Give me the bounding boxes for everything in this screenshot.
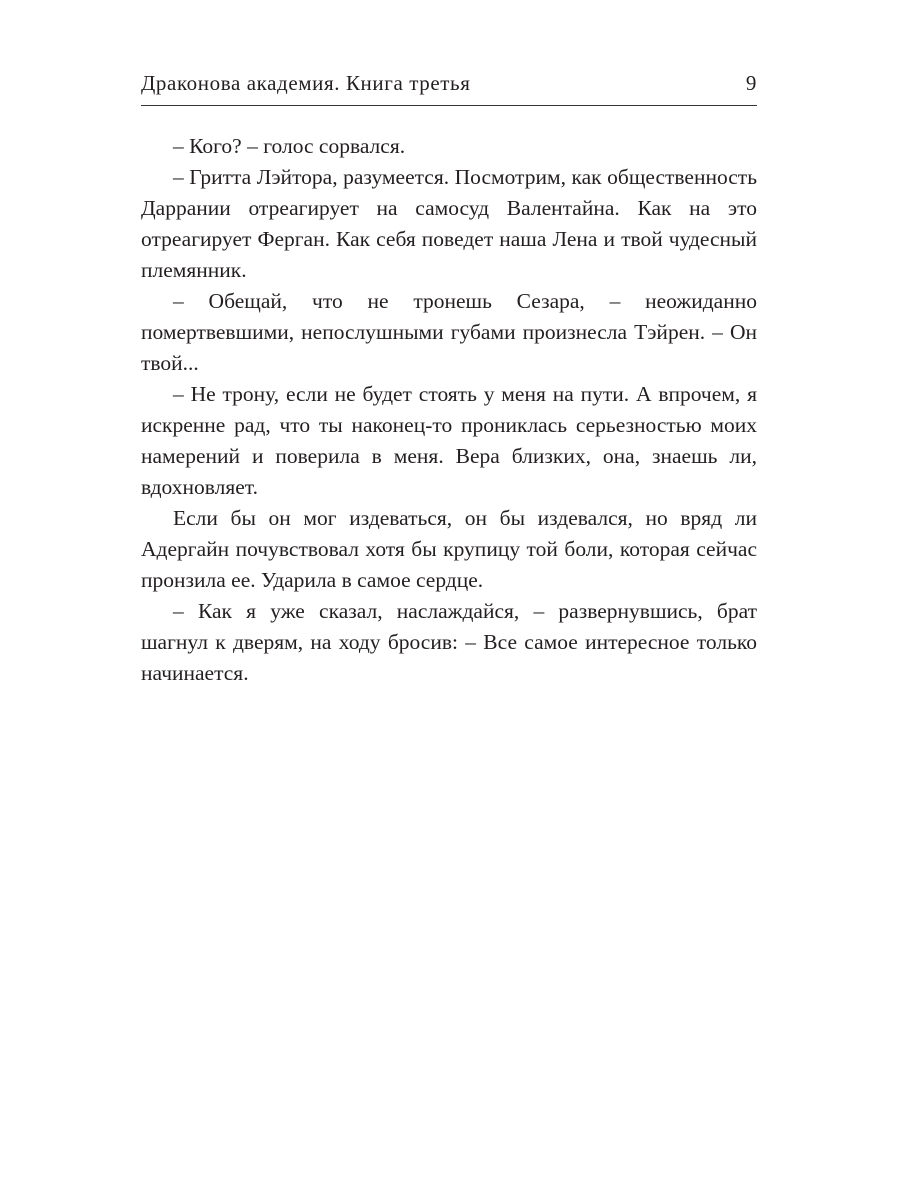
paragraph: – Кого? – голос сорвался. (173, 134, 406, 158)
paragraph: – Не трону, если не будет стоять у меня на пути. А впрочем, я искренне рад, что ты наконец-то прониклась серьезностью моих намерений и поверила в меня. Вера близких, она, знаешь ли, вдохновляет. (141, 382, 757, 499)
running-head (141, 68, 757, 98)
paragraph: – Гритта Лэйтора, разумеется. Посмотрим, как общественность Даррании отреагирует на самосуд Валентайна. Как на это отреагирует Ферган. Как себя поведет наша Лена и твой чудесный племянник. (141, 165, 757, 282)
paragraph: – Как я уже сказал, наслаждайся, – развернувшись, брат шагнул к дверям, на ходу бросив: – Все самое интересное только начинается. (141, 599, 757, 685)
running-title: Драконова академия. Книга третья (141, 71, 471, 95)
paragraph: Если бы он мог издеваться, он бы издевался, но вряд ли Адергайн почувствовал хотя бы крупицу той боли, которая сейчас пронзила ее. Ударила в самое сердце. (141, 506, 757, 592)
body-text (141, 131, 757, 689)
page-number: 9 (745, 71, 757, 95)
header-rule (141, 105, 757, 106)
paragraph: – Обещай, что не тронешь Сезара, – неожиданно помертвевшими, непослушными губами произнесла Тэйрен. – Он твой... (141, 289, 757, 375)
